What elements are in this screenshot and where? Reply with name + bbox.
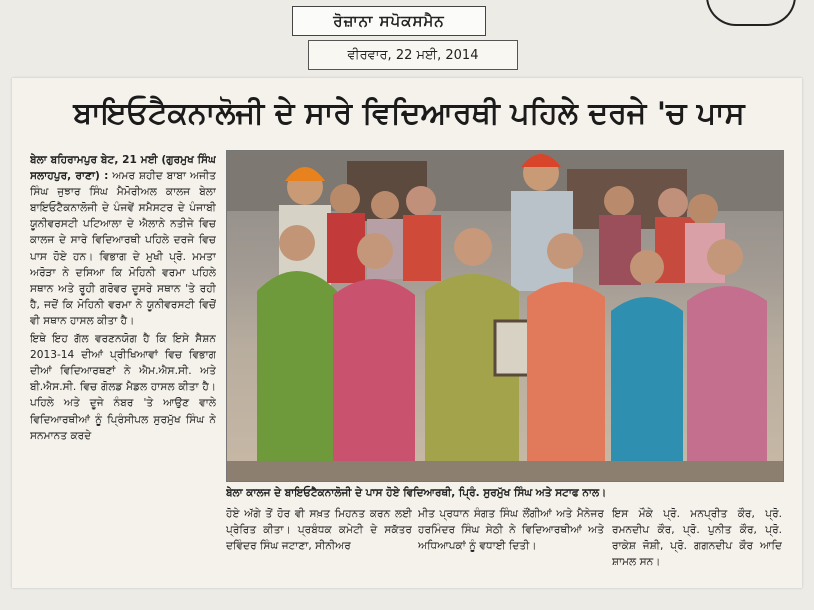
group-photo: [226, 150, 784, 482]
article-column-2: ਹੋਏ ਅੱਗੇ ਤੋਂ ਹੋਰ ਵੀ ਸਖ਼ਤ ਮਿਹਨਤ ਕਰਨ ਲਈ ਪ੍ਰੇਰਿਤ ਕੀਤਾ। ਪ੍ਰਬੰਧਕ ਕਮੇਟੀ ਦੇ ਸਕੱਤਰ ਦਵਿੰਦਰ ਸਿੰਘ ਜਟਾਣਾ, ਸੀਨੀਅਰ: [226, 508, 412, 552]
photo-caption: ਬੇਲਾ ਕਾਲਜ ਦੇ ਬਾਇਓਟੈਕਨਾਲੋਜੀ ਦੇ ਪਾਸ ਹੋਏ ਵਿਦਿਆਰਥੀ, ਪ੍ਰਿੰ. ਸੁਰਮੁੱਖ ਸਿੰਘ ਅਤੇ ਸਟਾਫ ਨਾਲ।: [226, 487, 607, 499]
article-paragraph-2: ਇਥੇ ਇਹ ਗੱਲ ਵਰਣਨਯੋਗ ਹੈ ਕਿ ਇਸੇ ਸੈਸ਼ਨ 2013-14 ਦੀਆਂ ਪ੍ਰੀਖਿਆਵਾਂ ਵਿਚ ਵਿਭਾਗ ਦੀਆਂ ਵਿਦਿਆਰਥਣਾਂ ਨੇ ਐਮ.ਐਸ.ਸੀ. ਅਤੇ ਬੀ.ਐਸ.ਸੀ. ਵਿਚ ਗੋਲਡ ਮੈਡਲ ਹਾਸਲ ਕੀਤਾ ਹੈ। ਪਹਿਲੇ ਅਤੇ ਦੂਜੇ ਨੰਬਰ 'ਤੇ ਆਉਣ ਵਾਲੇ ਵਿਦਿਆਰਥੀਆਂ ਨੂੰ ਪ੍ਰਿੰਸੀਪਲ ਸੁਰਮੁੱਖ ਸਿੰਘ ਨੇ ਸਨਮਾਨਤ ਕਰਦੇ: [30, 333, 216, 442]
article-headline: ਬਾਇਓਟੈਕਨਾਲੋਜੀ ਦੇ ਸਾਰੇ ਵਿਦਿਆਰਥੀ ਪਹਿਲੇ ਦਰਜੇ 'ਚ ਪਾਸ: [73, 96, 745, 131]
group-photo-icon: [227, 151, 783, 481]
article-column-3: ਮੀਤ ਪ੍ਰਧਾਨ ਸੰਗਤ ਸਿੰਘ ਲੌਂਗੀਆਂ ਅਤੇ ਮੈਨੇਜਰ ਹਰਮਿੰਦਰ ਸਿੰਘ ਸੇਠੀ ਨੇ ਵਿਦਿਆਰਥੀਆਂ ਅਤੇ ਅਧਿਆਪਕਾਂ ਨੂੰ ਵਧਾਈ ਦਿਤੀ।: [418, 508, 604, 552]
article-dateline: ਬੇਲਾ ਬਹਿਰਾਮਪੁਰ ਬੇਟ, 21 ਮਈ (ਗੁਰਮੁਖ ਸਿੰਘ ਸਲਾਹਪੁਰ, ਰਾਣਾ) :: [30, 154, 216, 183]
article-column-left: [30, 152, 216, 580]
handwritten-mark: [706, 0, 796, 26]
publication-date: ਵੀਰਵਾਰ, 22 ਮਈ, 2014: [308, 40, 518, 70]
newspaper-masthead: ਰੋਜ਼ਾਨਾ ਸਪੋਕਸਮੈਨ: [292, 6, 486, 36]
article-column-4: ਇਸ ਮੌਕੇ ਪ੍ਰੋ. ਮਨਪ੍ਰੀਤ ਕੌਰ, ਪ੍ਰੋ. ਰਮਨਦੀਪ ਕੌਰ, ਪ੍ਰੋ. ਪੁਨੀਤ ਕੌਰ, ਪ੍ਰੋ. ਰਾਕੇਸ਼ ਜੋਸ਼ੀ, ਪ੍ਰੋ. ਗਗਨਦੀਪ ਕੌਰ ਆਦਿ ਸ਼ਾਮਲ ਸਨ।: [612, 508, 782, 568]
article-paragraph-1: ਅਮਰ ਸ਼ਹੀਦ ਬਾਬਾ ਅਜੀਤ ਸਿੰਘ ਜੁਝਾਰ ਸਿੰਘ ਮੈਮੋਰੀਅਲ ਕਾਲਜ ਬੇਲਾ ਬਾਇਓਟੈਕਨਾਲੋਜੀ ਦੇ ਪੰਜਵੇਂ ਸਮੈਸਟਰ ਦੇ ਪੰਜਾਬੀ ਯੂਨੀਵਰਸਟੀ ਪਟਿਆਲਾ ਦੇ ਐਲਾਨੇ ਨਤੀਜੇ ਵਿਚ ਕਾਲਜ ਦੇ ਸਾਰੇ ਵਿਦਿਆਰਥੀ ਪਹਿਲੇ ਦਰਜੇ ਵਿਚ ਪਾਸ ਹੋਏ ਹਨ। ਵਿਭਾਗ ਦੇ ਮੁਖੀ ਪ੍ਰੋ. ਮਮਤਾ ਅਰੋੜਾ ਨੇ ਦਸਿਆ ਕਿ ਮੋਹਿਨੀ ਵਰਮਾ ਪਹਿਲੇ ਸਥਾਨ ਅਤੇ ਰੂਹੀ ਗਰੋਵਰ ਦੂਸਰੇ ਸਥਾਨ 'ਤੇ ਰਹੀ ਹੈ, ਜਦੋਂ ਕਿ ਮੋਹਿਨੀ ਵਰਮਾ ਨੇ ਯੂਨੀਵਰਸਟੀ ਵਿਚੋਂ ਵੀ ਸਥਾਨ ਹਾਸਲ ਕੀਤਾ ਹੈ।: [30, 170, 216, 327]
